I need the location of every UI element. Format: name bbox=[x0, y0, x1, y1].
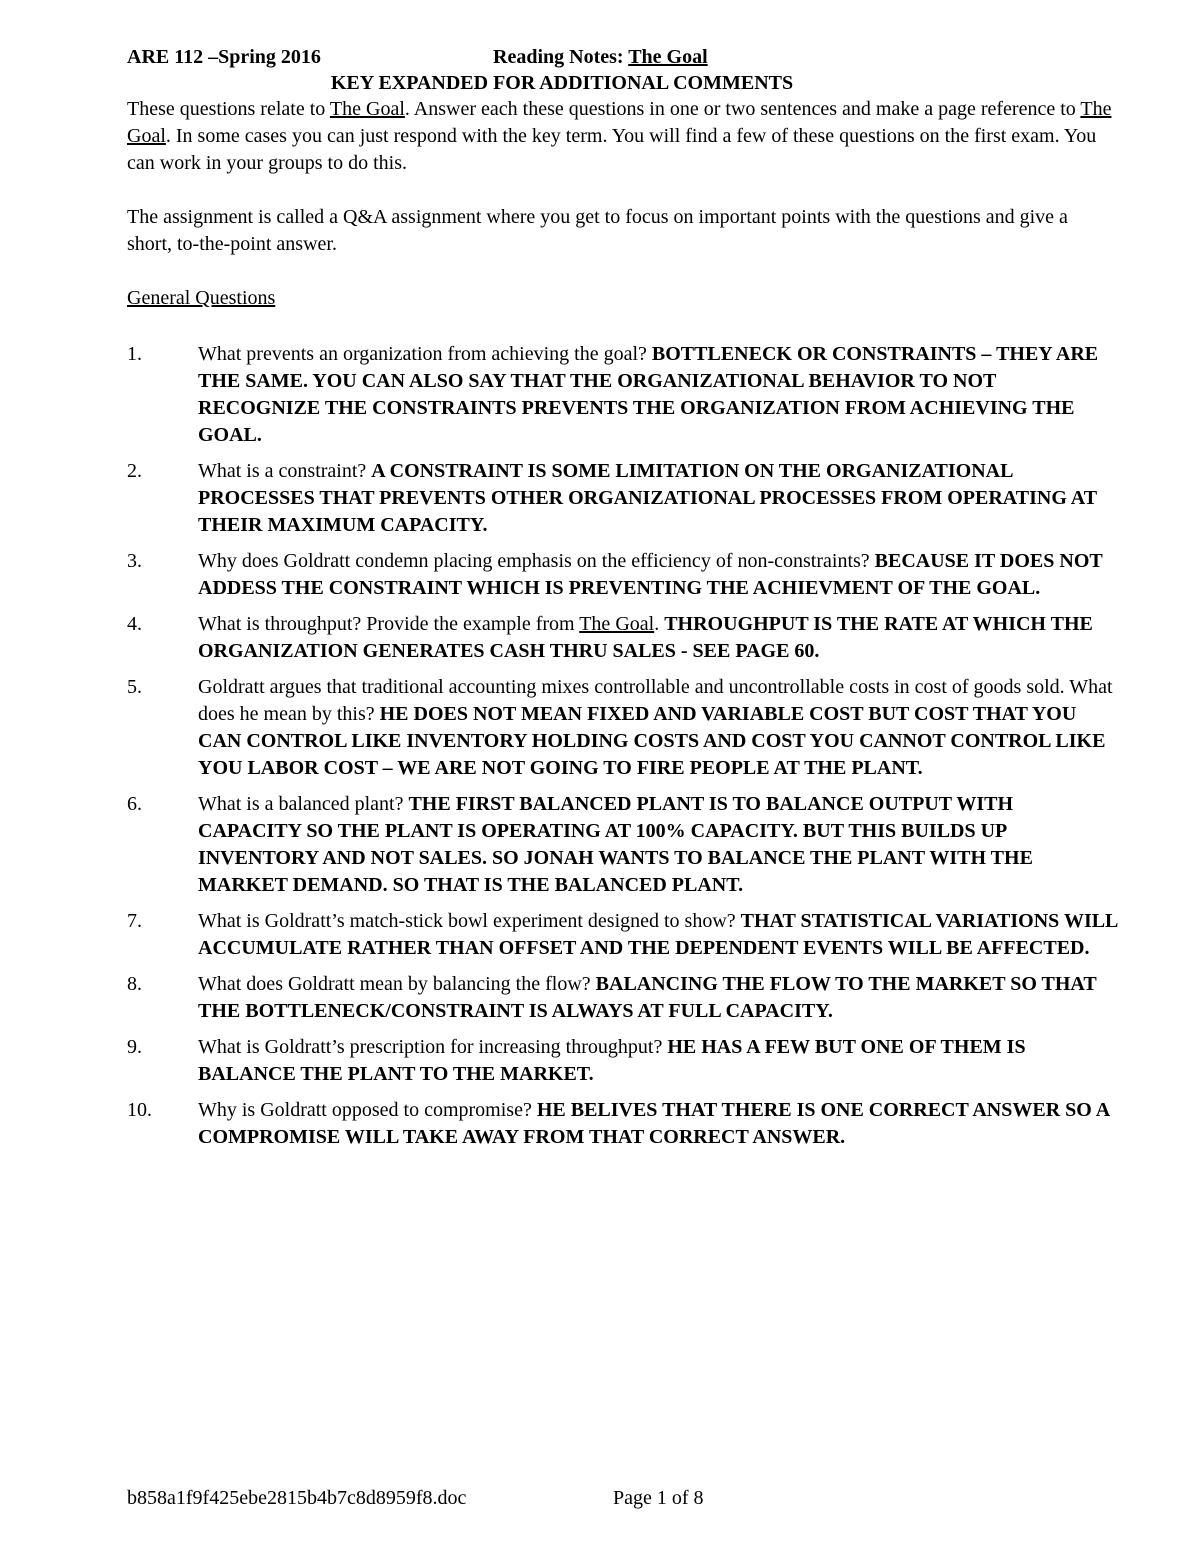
question-text: Why does Goldratt condemn placing emphasis on the efficiency of non-constraints? bbox=[198, 550, 875, 572]
question-number: 5. bbox=[127, 676, 142, 698]
question-item bbox=[127, 548, 1118, 602]
question-text: . bbox=[654, 613, 665, 635]
answer-text: BECAUSE IT DOES NOT ADDESS THE CONSTRAINT WHICH IS PREVENTING THE ACHIEVMENT OF THE GOAL. bbox=[198, 550, 1103, 599]
intro-text: These questions relate to bbox=[127, 98, 330, 120]
answer-text: THAT STATISTICAL VARIATIONS WILL ACCUMULATE RATHER THAN OFFSET AND THE DEPENDENT EVENTS WILL BE AFFECTED. bbox=[198, 910, 1118, 959]
answer-text: HE BELIVES THAT THERE IS ONE CORRECT ANSWER SO A COMPROMISE WILL TAKE AWAY FROM THAT CORRECT ANSWER. bbox=[198, 1099, 1110, 1148]
question-number: 10. bbox=[127, 1099, 152, 1121]
question-text: Why is Goldratt opposed to compromise? bbox=[198, 1099, 537, 1121]
question-text: Goldratt argues that traditional accounting mixes controllable and uncontrollable costs in cost of goods sold. What does he mean by this? bbox=[198, 676, 1113, 725]
question-number: 7. bbox=[127, 910, 142, 932]
question-number: 9. bbox=[127, 1036, 142, 1058]
question-item bbox=[127, 971, 1118, 1025]
intro-text: . In some cases you can just respond with the key term. You will find a few of these questions on the first exam. You can work in your groups to do this. bbox=[127, 125, 1097, 174]
question-number: 2. bbox=[127, 460, 142, 482]
question-number: 3. bbox=[127, 550, 142, 572]
answer-text: HE DOES NOT MEAN FIXED AND VARIABLE COST BUT COST THAT YOU CAN CONTROL LIKE INVENTORY HOLDING COSTS AND COST YOU CANNOT CONTROL LIKE YOU LABOR COST – WE ARE NOT GOING TO FIRE PEOPLE AT THE PLANT. bbox=[198, 703, 1106, 779]
section-heading: General Questions bbox=[127, 287, 276, 309]
footer-filename: b858a1f9f425ebe2815b4b7c8d8959f8.doc bbox=[127, 1487, 467, 1509]
question-item bbox=[127, 791, 1118, 899]
question-item bbox=[127, 341, 1118, 449]
intro-text: . Answer each these questions in one or two sentences and make a page reference to bbox=[404, 98, 1081, 120]
question-text: What prevents an organization from achieving the goal? bbox=[198, 343, 652, 365]
book-title-ref: The Goal bbox=[127, 98, 1112, 147]
question-text: What is Goldratt’s prescription for increasing throughput? bbox=[198, 1036, 668, 1058]
book-title-ref: The Goal bbox=[579, 613, 655, 635]
question-text: What is a balanced plant? bbox=[198, 793, 409, 815]
question-text: What does Goldratt mean by balancing the flow? bbox=[198, 973, 596, 995]
question-number: 6. bbox=[127, 793, 142, 815]
answer-text: BOTTLENECK OR CONSTRAINTS – THEY ARE THE SAME. YOU CAN ALSO SAY THAT THE ORGANIZATIONAL BEHAVIOR TO NOT RECOGNIZE THE CONSTRAINTS PREVENTS THE ORGANIZATION FROM ACHIEVING THE GOAL. bbox=[198, 343, 1099, 446]
footer-page-number: Page 1 of 8 bbox=[613, 1487, 704, 1509]
question-item bbox=[127, 611, 1118, 665]
question-text: What is Goldratt’s match-stick bowl experiment designed to show? bbox=[198, 910, 741, 932]
question-text: What is a constraint? bbox=[198, 460, 372, 482]
document-header bbox=[127, 44, 1117, 70]
answer-text: HE HAS A FEW BUT ONE OF THEM IS BALANCE THE PLANT TO THE MARKET. bbox=[198, 1036, 1026, 1085]
reading-notes-label: Reading Notes: bbox=[493, 46, 629, 68]
question-item bbox=[127, 458, 1118, 539]
document-page bbox=[127, 44, 1117, 1160]
course-title: ARE 112 –Spring 2016 bbox=[127, 46, 321, 68]
question-list bbox=[127, 341, 1117, 1151]
question-item bbox=[127, 1034, 1118, 1088]
answer-text: BALANCING THE FLOW TO THE MARKET SO THAT THE BOTTLENECK/CONSTRAINT IS ALWAYS AT FULL CAPACITY. bbox=[198, 973, 1097, 1022]
question-item bbox=[127, 1097, 1118, 1151]
book-title: The Goal bbox=[628, 46, 708, 68]
question-item bbox=[127, 908, 1118, 962]
book-title-ref: The Goal bbox=[329, 98, 405, 120]
intro-paragraph bbox=[127, 96, 1117, 177]
answer-text: THROUGHPUT IS THE RATE AT WHICH THE ORGANIZATION GENERATES CASH THRU SALES - SEE PAGE 60. bbox=[198, 613, 1093, 662]
question-text: What is throughput? Provide the example from bbox=[198, 613, 580, 635]
assignment-paragraph: The assignment is called a Q&A assignment where you get to focus on important points with the questions and give a short, to-the-point answer. bbox=[127, 206, 1068, 255]
reading-notes-title bbox=[493, 44, 708, 70]
question-number: 1. bbox=[127, 343, 142, 365]
question-item bbox=[127, 674, 1118, 782]
answer-text: A CONSTRAINT IS SOME LIMITATION ON THE ORGANIZATIONAL PROCESSES THAT PREVENTS OTHER ORGANIZATIONAL PROCESSES FROM OPERATING AT THEIR MAXIMUM CAPACITY. bbox=[198, 460, 1097, 536]
answer-text: THE FIRST BALANCED PLANT IS TO BALANCE OUTPUT WITH CAPACITY SO THE PLANT IS OPERATING AT 100% CAPACITY. BUT THIS BUILDS UP INVENTORY AND NOT SALES. SO JONAH WANTS TO BALANCE THE PLANT WITH THE MARKET DEMAND. SO THAT IS THE BALANCED PLANT. bbox=[198, 793, 1033, 896]
document-subtitle: KEY EXPANDED FOR ADDITIONAL COMMENTS bbox=[330, 72, 794, 94]
question-number: 4. bbox=[127, 613, 142, 635]
question-number: 8. bbox=[127, 973, 142, 995]
